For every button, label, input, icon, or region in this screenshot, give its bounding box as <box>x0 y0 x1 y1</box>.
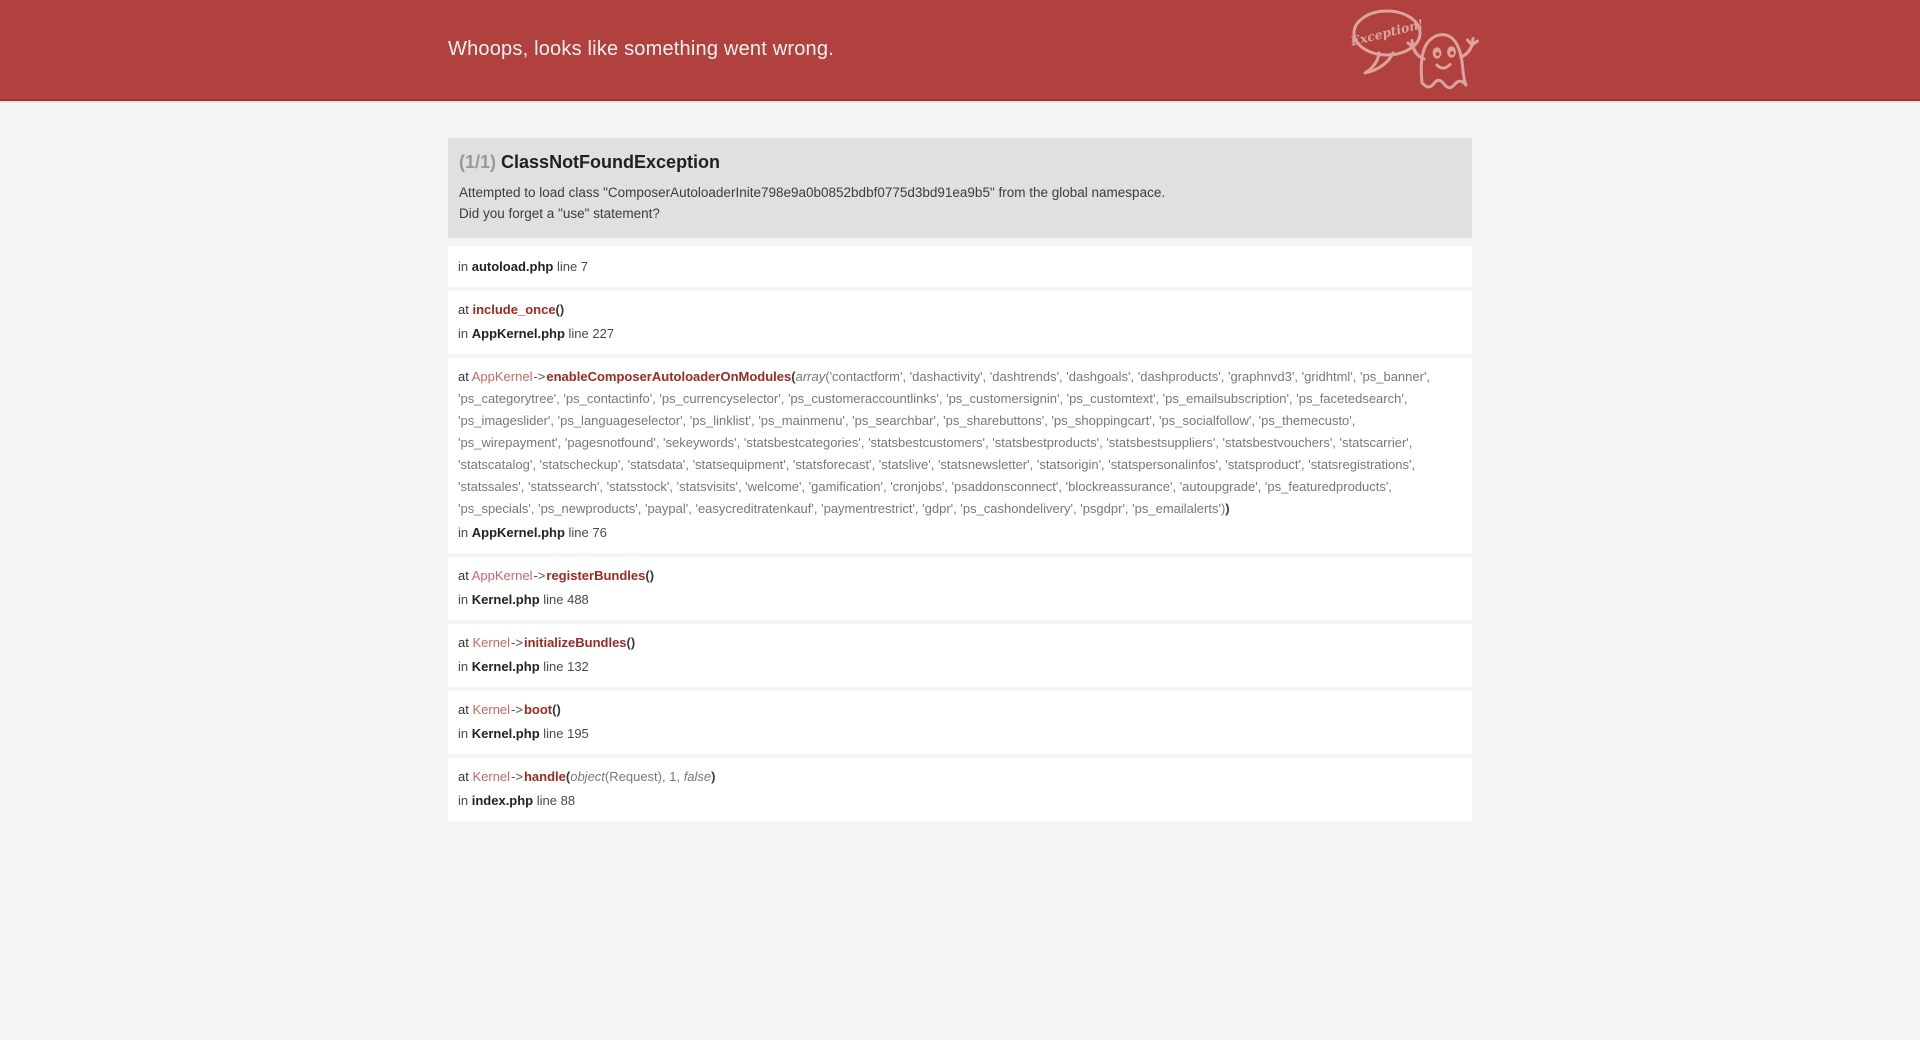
exception-counter: (1/1) <box>459 152 497 172</box>
location-prefix: in <box>458 525 472 540</box>
trace-row-2 <box>448 291 1472 354</box>
paren: ( <box>791 369 796 384</box>
exception-class-name: ClassNotFoundException <box>501 152 721 172</box>
trace-location <box>458 587 1462 612</box>
call-keyword: at <box>458 769 473 784</box>
arrow: -> <box>511 702 523 717</box>
function-name: enableComposerAutoloaderOnModules <box>546 369 792 384</box>
exception-message <box>459 182 1461 224</box>
paren: ( <box>645 568 650 583</box>
location-prefix: in <box>458 259 472 274</box>
exception-title <box>459 151 1461 173</box>
trace-location <box>458 520 1462 545</box>
trace-call <box>458 565 1462 587</box>
trace-row-7 <box>448 758 1472 821</box>
function-name: boot <box>523 702 553 717</box>
call-keyword: at <box>458 635 473 650</box>
exception-summary <box>448 138 1472 238</box>
paren: ) <box>630 635 636 650</box>
trace-row-6 <box>448 691 1472 754</box>
paren: ) <box>649 568 655 583</box>
trace-list <box>448 246 1472 821</box>
ghost-mouth <box>1437 65 1450 69</box>
argument-keyword: array <box>795 369 826 384</box>
line-number: line 488 <box>539 592 589 607</box>
function-name: include_once <box>472 302 556 317</box>
file-name: Kernel.php <box>471 726 540 741</box>
trace-call <box>458 699 1462 721</box>
trace-row-4 <box>448 557 1472 620</box>
paren: ( <box>626 635 631 650</box>
file-name: AppKernel.php <box>471 326 565 341</box>
class-name: Kernel <box>472 635 511 650</box>
arrow: -> <box>533 568 546 583</box>
class-name: AppKernel <box>471 369 533 384</box>
trace-call <box>458 632 1462 654</box>
ghost-body <box>1421 35 1466 88</box>
paren: ( <box>552 702 557 717</box>
line-number: line 132 <box>539 659 589 674</box>
argument-keyword: false <box>683 769 712 784</box>
line-number: line 7 <box>553 259 589 274</box>
call-keyword: at <box>458 568 472 583</box>
ghost-right-hand <box>1461 39 1478 58</box>
file-name: index.php <box>471 793 534 808</box>
trace-row-3 <box>448 358 1472 553</box>
function-name: registerBundles <box>546 568 646 583</box>
paren: ) <box>711 769 716 784</box>
paren: ( <box>555 302 560 317</box>
paren: ) <box>559 302 565 317</box>
class-name: AppKernel <box>471 568 533 583</box>
paren: ( <box>565 769 571 784</box>
line-number: line 195 <box>539 726 589 741</box>
location-prefix: in <box>458 726 472 741</box>
exception-message-line-1: Attempted to load class "ComposerAutoloaderInite798e9a0b0852bdbf0775d3bd91ea9b5" from the global namespace. <box>459 185 1166 200</box>
ghost-eyes <box>1433 46 1456 58</box>
trace-location <box>458 254 1462 279</box>
ghost-bubble-text: Exception! <box>1350 16 1425 49</box>
function-name: handle <box>523 769 566 784</box>
location-prefix: in <box>458 793 472 808</box>
location-prefix: in <box>458 659 472 674</box>
trace-row-5 <box>448 624 1472 687</box>
trace-location <box>458 788 1462 813</box>
function-name: initializeBundles <box>523 635 627 650</box>
file-name: AppKernel.php <box>471 525 565 540</box>
call-keyword: at <box>458 369 472 384</box>
file-name: Kernel.php <box>471 592 540 607</box>
trace-location <box>458 721 1462 746</box>
exception-ghost-icon <box>1350 7 1490 93</box>
page-title: Whoops, looks like something went wrong. <box>448 38 834 60</box>
exception-message-line-2: Did you forget a "use" statement? <box>459 206 660 221</box>
file-name: autoload.php <box>471 259 554 274</box>
arguments: ('contactform', 'dashactivity', 'dashtrends', 'dashgoals', 'dashproducts', 'graphnvd3', 'gridhtml', 'ps_banner', 'ps_categorytree', 'ps_contactinfo', 'ps_currencyselector', 'ps_customeraccountlinks', 'ps_customersignin', 'ps_customtext', 'ps_emailsubscription', 'ps_facetedsearch', 'ps_imageslider', 'ps_languageselector', 'ps_linklist', 'ps_mainmenu', 'ps_searchbar', 'ps_sharebuttons', 'ps_shoppingcart', 'ps_socialfollow', 'ps_themecusto', 'ps_wirepayment', 'pagesnotfound', 'sekeywords', 'statsbestcategories', 'statsbestcustomers', 'statsbestproducts', 'statsbestsuppliers', 'statsbestvouchers', 'statscarrier', 'statscatalog', 'statscheckup', 'statsdata', 'statsequipment', 'statsforecast', 'statslive', 'statsnewsletter', 'statsorigin', 'statspersonalinfos', 'statsproduct', 'statsregistrations', 'statssales', 'statssearch', 'statsstock', 'statsvisits', 'welcome', 'gamification', 'cronjobs', 'psaddonsconnect', 'blockreassurance', 'autoupgrade', 'ps_featuredproducts', 'ps_specials', 'ps_newproducts', 'paypal', 'easycreditratenkauf', 'paymentrestrict', 'gdpr', 'ps_cashondelivery', 'psgdpr', 'ps_emailalerts') <box>458 369 1431 516</box>
file-name: Kernel.php <box>471 659 540 674</box>
arrow: -> <box>533 369 546 384</box>
trace-call <box>458 299 1462 321</box>
argument-keyword: object <box>570 769 605 784</box>
trace-row-1 <box>448 246 1472 287</box>
paren: ) <box>1225 501 1230 516</box>
arguments: (Request), 1, <box>604 769 684 784</box>
location-prefix: in <box>458 326 472 341</box>
error-header <box>0 0 1920 101</box>
trace-location <box>458 321 1462 346</box>
line-number: line 88 <box>533 793 576 808</box>
arrow: -> <box>511 769 523 784</box>
line-number: line 76 <box>564 525 607 540</box>
trace-call <box>458 366 1462 520</box>
location-prefix: in <box>458 592 472 607</box>
trace-location <box>458 654 1462 679</box>
call-keyword: at <box>458 702 473 717</box>
class-name: Kernel <box>472 769 511 784</box>
trace-call <box>458 766 1462 788</box>
call-keyword: at <box>458 302 473 317</box>
class-name: Kernel <box>472 702 511 717</box>
paren: ) <box>556 702 561 717</box>
line-number: line 227 <box>564 326 615 341</box>
exception-report <box>448 103 1472 821</box>
arrow: -> <box>511 635 523 650</box>
